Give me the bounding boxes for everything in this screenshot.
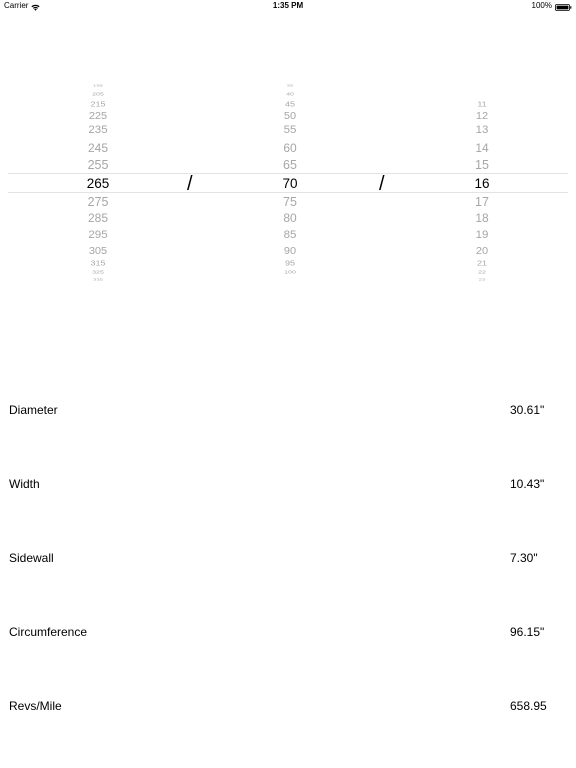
picker-item[interactable]: 80	[283, 211, 297, 225]
picker-item-selected[interactable]: 70	[282, 176, 298, 192]
picker-item[interactable]: 19	[475, 229, 489, 242]
picker-separator: /	[379, 173, 385, 195]
picker-item[interactable]: 305	[88, 245, 108, 257]
picker-item-selected[interactable]: 16	[474, 176, 490, 192]
picker-item[interactable]: 315	[90, 258, 106, 267]
picker-item[interactable]: 325	[92, 269, 104, 275]
picker-item[interactable]: 13	[475, 124, 489, 137]
picker-item[interactable]: 90	[283, 245, 297, 257]
picker-item[interactable]: 15	[475, 157, 489, 172]
picker-item[interactable]: 85	[283, 229, 297, 242]
picker-item[interactable]: 55	[283, 124, 297, 137]
picker-item[interactable]: 23	[478, 278, 486, 282]
result-value: 30.61"	[510, 403, 545, 417]
picker-item[interactable]: 285	[87, 211, 109, 225]
status-time: 1:35 PM	[272, 1, 304, 10]
picker-item[interactable]: 14	[475, 141, 489, 155]
picker-column-rim-diameter[interactable]	[422, 82, 542, 286]
picker-item[interactable]: 205	[92, 91, 104, 97]
picker-item[interactable]: 295	[88, 229, 108, 242]
picker-item[interactable]: 45	[284, 99, 295, 108]
picker-item[interactable]: 20	[475, 245, 489, 257]
picker-item[interactable]: 95	[284, 258, 295, 267]
picker-separator: /	[187, 173, 193, 195]
status-right	[532, 0, 572, 12]
picker-item[interactable]: 335	[92, 278, 103, 282]
picker-column-aspect-ratio[interactable]	[230, 82, 350, 286]
result-value: 7.30"	[510, 551, 538, 565]
picker-item[interactable]: 35	[286, 84, 294, 88]
result-row-revs-per-mile	[0, 696, 576, 716]
picker-item[interactable]: 60	[283, 141, 297, 155]
result-label: Width	[9, 477, 40, 491]
picker-item[interactable]: 50	[283, 110, 297, 122]
picker-item[interactable]: 225	[88, 110, 108, 122]
picker-column-tire-width[interactable]	[38, 82, 158, 286]
result-value: 96.15"	[510, 625, 545, 639]
picker-item[interactable]: 17	[475, 194, 489, 209]
result-label: Diameter	[9, 403, 58, 417]
result-value: 658.95	[510, 699, 547, 713]
picker-item[interactable]: 11	[477, 99, 487, 108]
result-row-diameter	[0, 400, 576, 420]
picker-item[interactable]: 215	[90, 99, 106, 108]
result-label: Circumference	[9, 625, 88, 639]
result-row-circumference	[0, 622, 576, 642]
tire-size-picker[interactable]	[8, 82, 568, 286]
result-value: 10.43"	[510, 477, 545, 491]
result-row-width	[0, 474, 576, 494]
picker-item[interactable]: 235	[88, 124, 108, 137]
carrier-label: Carrier	[4, 1, 29, 10]
picker-item[interactable]: 195	[92, 84, 103, 88]
picker-item-selected[interactable]: 265	[86, 176, 110, 192]
picker-item[interactable]: 21	[476, 258, 487, 267]
picker-item[interactable]: 65	[283, 157, 297, 172]
picker-item[interactable]: 12	[475, 110, 489, 122]
battery-percent: 100%	[531, 1, 552, 10]
status-bar	[0, 0, 576, 12]
picker-item[interactable]: 255	[87, 157, 109, 172]
picker-item[interactable]: 40	[286, 91, 294, 97]
result-label: Revs/Mile	[9, 699, 62, 713]
picker-item[interactable]: 75	[283, 194, 297, 209]
picker-item[interactable]: 245	[87, 141, 109, 155]
picker-item[interactable]: 275	[87, 194, 109, 209]
picker-item[interactable]: 22	[478, 269, 486, 275]
result-row-sidewall	[0, 548, 576, 568]
result-label: Sidewall	[9, 551, 54, 565]
battery-icon	[555, 3, 572, 10]
picker-item[interactable]: 100	[284, 269, 296, 275]
picker-item[interactable]: 18	[475, 211, 489, 225]
